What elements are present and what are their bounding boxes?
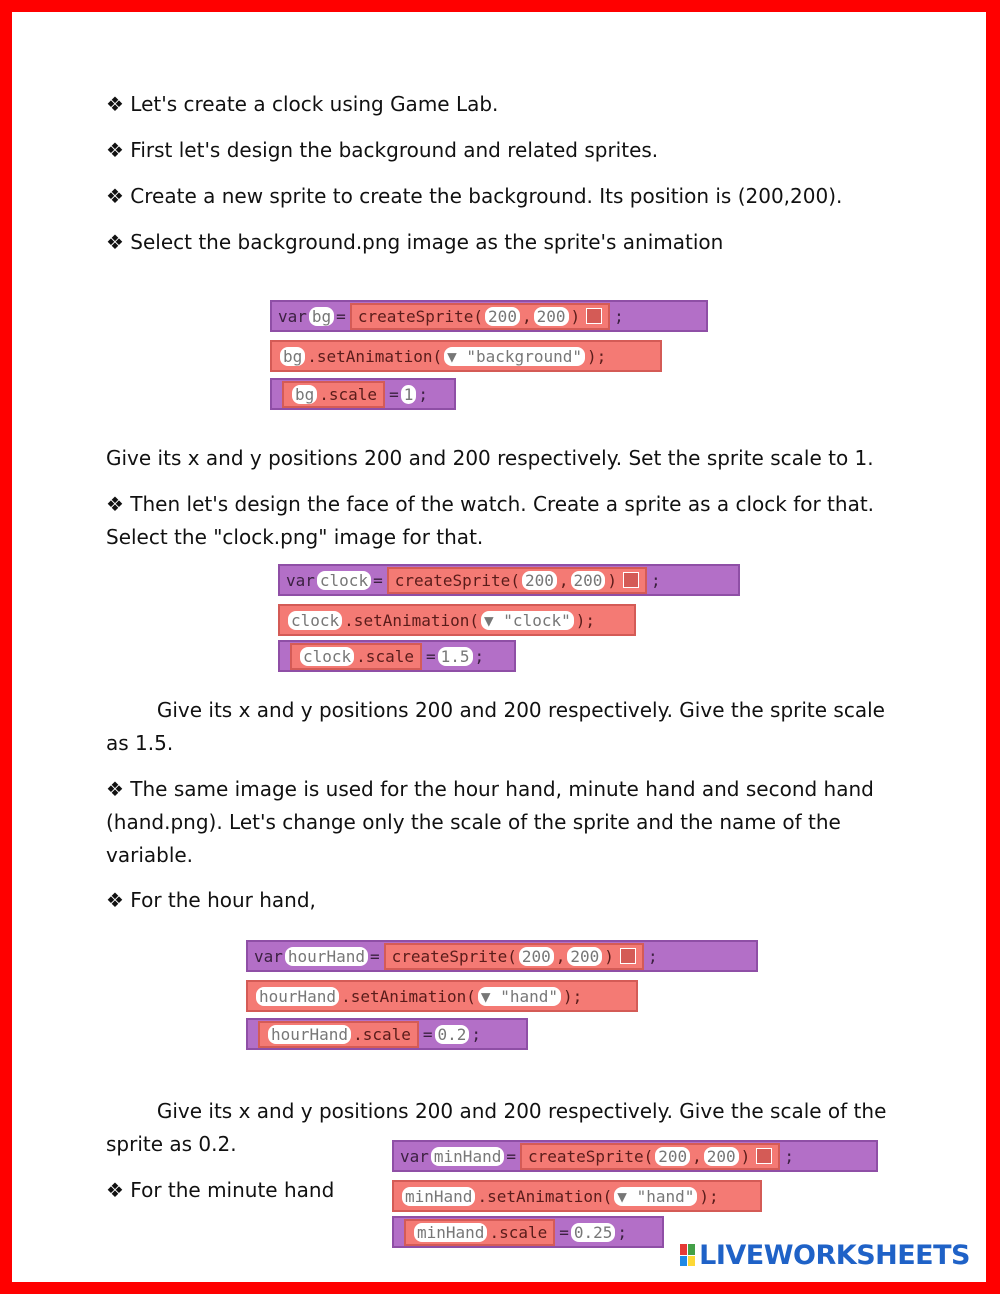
create-sprite-block <box>387 567 647 594</box>
scale-value-slot[interactable]: 0.25 <box>571 1223 616 1242</box>
equals-sign: = <box>373 570 383 590</box>
x-value-slot[interactable]: 200 <box>655 1147 690 1166</box>
create-sprite-label: createSprite( <box>357 306 484 326</box>
set-animation-label: .setAnimation( <box>341 986 476 1006</box>
scale-property-label: .scale <box>319 384 378 404</box>
set-animation-label: .setAnimation( <box>344 610 480 630</box>
collapse-tab-icon[interactable] <box>623 572 639 588</box>
semicolon: ; <box>471 1024 482 1044</box>
statement-end: ); <box>586 346 607 366</box>
var-keyword: var <box>400 1146 429 1166</box>
collapse-tab-icon[interactable] <box>586 308 602 324</box>
comma: , <box>555 946 566 966</box>
collapse-tab-icon[interactable] <box>620 948 636 964</box>
y-value-slot[interactable]: 200 <box>704 1147 739 1166</box>
instruction-same-hand-image: ❖ The same image is used for the hour hand, minute hand and second hand (hand.png). Let's change only the scale of the sprite and the name of the variable. <box>106 777 874 867</box>
y-value-slot[interactable]: 200 <box>567 947 602 966</box>
sprite-ref-slot[interactable]: hourHand <box>268 1025 351 1044</box>
scale-property-block <box>290 643 422 670</box>
scale-property-label: .scale <box>356 646 414 666</box>
var-keyword: var <box>278 306 307 326</box>
equals-sign: = <box>506 1146 516 1166</box>
instruction-hour-hand-position: Give its x and y positions 200 and 200 respectively. Give the scale of the sprite as 0.2. <box>106 1099 893 1156</box>
equals-sign: = <box>336 306 346 326</box>
y-value-slot[interactable]: 200 <box>571 571 606 590</box>
comma: , <box>692 1146 702 1166</box>
animation-dropdown[interactable]: ▼ "clock" <box>481 611 574 630</box>
set-animation-row <box>246 980 638 1012</box>
scale-property-block <box>258 1021 419 1048</box>
equals-sign: = <box>369 946 380 966</box>
close-paren: ) <box>604 946 614 966</box>
set-animation-row <box>278 604 636 636</box>
instruction-design-clock-face: ❖ Then let's design the face of the watch. Create a sprite as a clock for that. Select the "clock.png" image for that. <box>106 492 875 549</box>
semicolon: ; <box>784 1146 794 1166</box>
variable-name-slot[interactable]: clock <box>317 571 371 590</box>
instruction-hour-hand: ❖ For the hour hand, <box>106 888 316 912</box>
instruction-select-bg-image: ❖ Select the background.png image as the sprite's animation <box>106 230 724 254</box>
sprite-ref-slot[interactable]: clock <box>300 647 354 666</box>
var-bg-row <box>270 300 708 332</box>
semicolon: ; <box>617 1222 628 1242</box>
instruction-design-background: ❖ First let's design the background and related sprites. <box>106 138 659 162</box>
animation-dropdown[interactable]: ▼ "hand" <box>614 1187 697 1206</box>
scale-row <box>392 1216 664 1248</box>
scale-property-block <box>404 1219 555 1246</box>
scale-value-slot[interactable]: 1 <box>401 385 417 404</box>
create-sprite-block <box>520 1143 780 1170</box>
var-keyword: var <box>286 570 315 590</box>
equals-sign: = <box>425 646 436 666</box>
semicolon: ; <box>614 306 624 326</box>
sprite-ref-slot[interactable]: bg <box>280 347 305 366</box>
sprite-ref-slot[interactable]: minHand <box>402 1187 475 1206</box>
liveworksheets-logo-icon <box>680 1244 695 1266</box>
comma: , <box>521 306 532 326</box>
variable-name-slot[interactable]: minHand <box>431 1147 504 1166</box>
animation-dropdown[interactable]: ▼ "hand" <box>478 987 561 1006</box>
scale-property-label: .scale <box>353 1024 411 1044</box>
y-value-slot[interactable]: 200 <box>534 307 569 326</box>
set-animation-label: .setAnimation( <box>307 346 443 366</box>
scale-value-slot[interactable]: 1.5 <box>438 647 473 666</box>
var-hour-row <box>246 940 758 972</box>
instruction-create-bg-sprite: ❖ Create a new sprite to create the background. Its position is (200,200). <box>106 184 843 208</box>
variable-name-slot[interactable]: bg <box>309 307 334 326</box>
variable-name-slot[interactable]: hourHand <box>285 947 368 966</box>
equals-sign: = <box>422 1024 433 1044</box>
semicolon: ; <box>651 570 661 590</box>
semicolon: ; <box>647 946 658 966</box>
brand-name: LIVEWORKSHEETS <box>699 1239 970 1271</box>
var-min-row <box>392 1140 878 1172</box>
liveworksheets-logo <box>680 1240 970 1270</box>
sprite-ref-slot[interactable]: hourHand <box>256 987 339 1006</box>
equals-sign: = <box>389 384 399 404</box>
set-animation-label: .setAnimation( <box>477 1186 613 1206</box>
create-sprite-block <box>350 303 610 330</box>
x-value-slot[interactable]: 200 <box>519 947 554 966</box>
semicolon: ; <box>474 646 485 666</box>
animation-dropdown[interactable]: ▼ "background" <box>444 347 585 366</box>
collapse-tab-icon[interactable] <box>756 1148 772 1164</box>
scale-row <box>246 1018 528 1050</box>
statement-end: ); <box>562 986 583 1006</box>
x-value-slot[interactable]: 200 <box>522 571 557 590</box>
create-sprite-label: createSprite( <box>527 1146 654 1166</box>
sprite-ref-slot[interactable]: minHand <box>414 1223 487 1242</box>
instruction-clock-position: Give its x and y positions 200 and 200 respectively. Give the sprite scale as 1.5. <box>106 698 892 755</box>
create-sprite-label: createSprite( <box>391 946 517 966</box>
close-paren: ) <box>607 570 618 590</box>
scale-row <box>278 640 516 672</box>
var-clock-row <box>278 564 740 596</box>
statement-end: ); <box>575 610 595 630</box>
scale-row <box>270 378 456 410</box>
var-keyword: var <box>254 946 283 966</box>
set-animation-row <box>270 340 662 372</box>
x-value-slot[interactable]: 200 <box>485 307 520 326</box>
semicolon: ; <box>418 384 428 404</box>
sprite-ref-slot[interactable]: clock <box>288 611 342 630</box>
close-paren: ) <box>570 306 581 326</box>
set-animation-row <box>392 1180 762 1212</box>
scale-property-label: .scale <box>489 1222 548 1242</box>
close-paren: ) <box>740 1146 751 1166</box>
instruction-create-clock: ❖ Let's create a clock using Game Lab. <box>106 92 499 116</box>
instruction-bg-position: Give its x and y positions 200 and 200 respectively. Set the sprite scale to 1. <box>106 446 874 470</box>
create-sprite-block <box>384 943 644 970</box>
create-sprite-label: createSprite( <box>394 570 520 590</box>
scale-property-block <box>282 381 385 408</box>
scale-value-slot[interactable]: 0.2 <box>435 1025 470 1044</box>
instruction-minute-hand: ❖ For the minute hand <box>106 1178 335 1202</box>
equals-sign: = <box>559 1222 569 1242</box>
sprite-ref-slot[interactable]: bg <box>292 385 317 404</box>
statement-end: ); <box>699 1186 719 1206</box>
comma: , <box>558 570 569 590</box>
